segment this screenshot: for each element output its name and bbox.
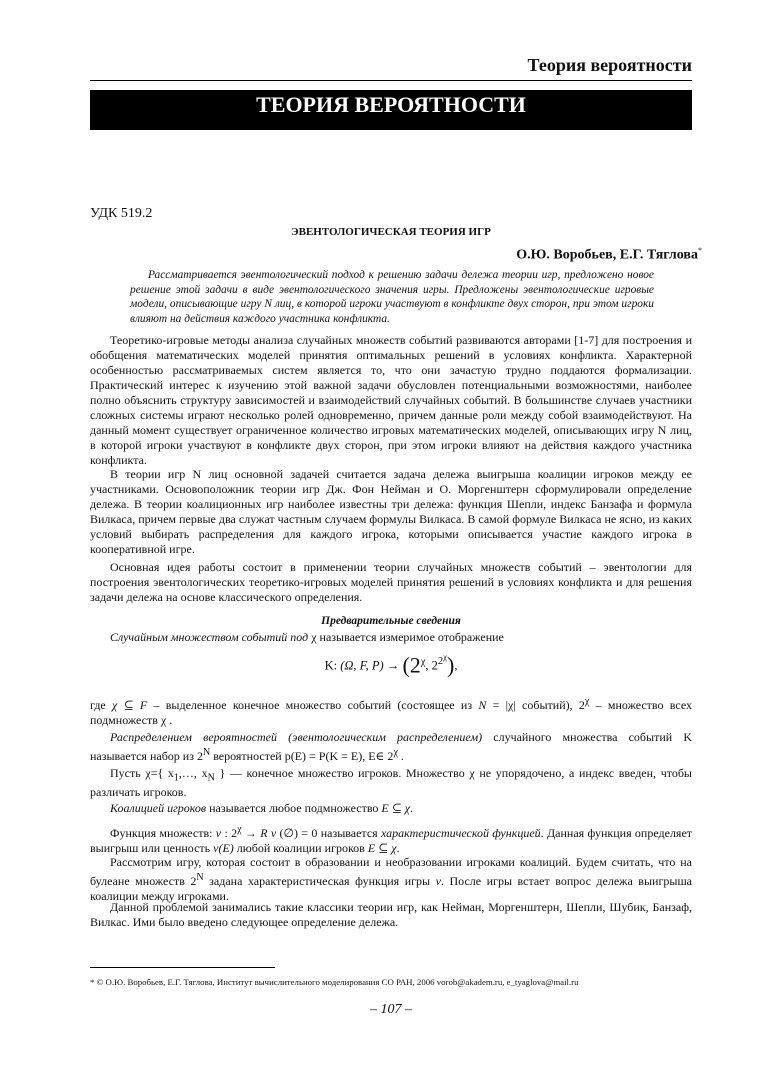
author-names: О.Ю. Воробьев, Е.Г. Тяглова — [516, 247, 698, 263]
math: E ⊆ χ — [367, 841, 397, 855]
text: . — [410, 801, 414, 815]
math: χ — [237, 824, 242, 835]
math: R — [260, 826, 268, 840]
math: χ — [508, 698, 514, 712]
formula-part: χ — [443, 652, 447, 662]
footnote-marker: * — [698, 246, 702, 255]
formula-part: χ — [420, 656, 426, 668]
display-formula — [90, 652, 692, 679]
text: называется измеримое отображение — [316, 630, 504, 644]
formula-part: , — [454, 658, 458, 673]
text: | событий), 2 — [513, 698, 585, 712]
text: } — конечное множество игроков. Множество — [214, 766, 470, 780]
udk-code: УДК 519.2 — [90, 206, 153, 221]
math: ν — [270, 826, 277, 840]
body-paragraph — [90, 855, 692, 904]
players-definition — [90, 766, 692, 800]
text: – множество всех подмножеств — [90, 698, 693, 727]
text: . После игры встает вопрос дележа выигрыша коалиции между игроками. — [90, 874, 693, 903]
math-symbol: χ — [311, 630, 317, 644]
text: – выделенное конечное множество событий (состоящее из — [147, 698, 479, 712]
text: задана характеристическая функция игры — [203, 874, 436, 888]
math: N — [478, 698, 487, 712]
math: ν — [215, 826, 222, 840]
text: где — [90, 698, 113, 712]
math: N — [202, 747, 211, 758]
text: = | — [486, 698, 509, 712]
math: v — [435, 874, 441, 888]
text: Пусть — [110, 766, 146, 780]
math: : 2 — [221, 826, 238, 840]
formula-part: 2 — [437, 656, 444, 668]
formula-part: → — [383, 658, 403, 673]
math: χ ⊆ F — [112, 698, 148, 712]
math: E ⊆ χ — [381, 801, 411, 815]
formula-part: , 2 — [425, 658, 438, 673]
math: χ — [160, 713, 167, 727]
term: характеристической функцией — [381, 826, 541, 840]
body-paragraph: Данной проблемой занимались такие классики теории игр, как Нейман, Моргенштерн, Шепли, Шубик, Банзаф, Вилкас. Ими было введено следующее определение дележа. — [90, 900, 692, 929]
running-head: Теория вероятности — [527, 55, 692, 75]
math: χ — [393, 747, 398, 758]
math: χ — [584, 696, 590, 707]
math: ={ x — [150, 766, 174, 780]
authors — [90, 246, 702, 264]
body-paragraph: Теоретико-игровые методы анализа случайных множеств событий развиваются авторами [1-7] для построения и обобщения математических моделей принятия оптимальных решений в условиях конфликта. Характерной особенностью рассматриваемых систем является то, что они зачастую трудно поддаются формализации. Практический интерес к изучению этой важной задачи обусловлен потенциальными возможностями, наиболее полно объяснить структуру зависимостей и взаимодействий случайных событий. В большинстве случаев участники сложных системы играют несколько ролей одновременно, причем данные роли между собой взаимодействуют. На данный момент существует ограниченное количество игровых математических моделей, описывающих игру N лиц, в которой игроки участвуют в конфликте двух сторон, при этом игроки влияют на действия каждого участника конфликта. — [90, 333, 692, 467]
formula-part: K: — [324, 658, 341, 673]
math: N — [196, 872, 204, 883]
math: → — [241, 826, 261, 840]
text: Функция множеств: — [110, 826, 216, 840]
text: . Данная функция определяет выигрыш или ценность — [90, 826, 693, 855]
text: не упорядочено, а индекс введен, чтобы различать игроков. — [90, 766, 692, 800]
math: 1 — [173, 772, 179, 784]
definition-distribution — [90, 730, 692, 764]
math: ,…, x — [178, 766, 208, 780]
text: любой коалиции игроков — [233, 841, 368, 855]
characteristic-function-definition — [90, 822, 692, 856]
text: Рассмотрим игру, которая состоит в образовании и необразовании игроками коалиций. Будем считать, что на булеане множеств 2 — [90, 855, 692, 888]
formula-part: (Ω, F, P) — [340, 658, 384, 673]
section-heading: Предварительные сведения — [321, 615, 461, 627]
math: χ — [145, 766, 151, 780]
math: N — [207, 772, 215, 784]
formula-explanation — [90, 694, 692, 728]
page-number: – 107 – — [370, 1002, 412, 1017]
text: называется любое подмножество — [206, 801, 382, 815]
text: вероятностей p(E) = P(K = E), E∈ 2 — [210, 749, 394, 763]
text: . — [397, 749, 404, 763]
term: Коалицией игроков — [110, 801, 207, 815]
formula-part: ) — [446, 652, 455, 678]
math: ν(E) — [213, 841, 234, 855]
footnote: * © О.Ю. Воробьев, Е.Г. Тяглова, Институт вычислительного моделирования СО РАН, 2006 vorob@akadem.ru, e_tyaglova@mail.ru — [90, 977, 579, 987]
term: Распределением вероятностей (эвентологическим распределением) — [110, 730, 483, 744]
text: случайного множества событий K называется набор из 2 — [90, 730, 692, 763]
section-banner: ТЕОРИЯ ВЕРОЯТНОСТИ — [90, 90, 692, 130]
text: . — [166, 713, 173, 727]
coalition-definition — [90, 801, 692, 816]
term: Случайным множеством событий под — [110, 630, 309, 644]
header-rule — [90, 80, 692, 81]
formula-part: (2 — [402, 652, 421, 678]
abstract: Рассматривается эвентологический подход к решению задачи дележа теории игр, предложено новое решение этой задачи в виде эвентологического значения игры. Предложены эвентологические игровые модели, описывающие игру N лиц, в которой игроки участвуют в конфликте двух сторон, при этом игроки влияют на действия каждого участника конфликта. — [130, 269, 654, 325]
text: . — [396, 841, 400, 855]
text: (∅) = 0 называется — [276, 826, 381, 840]
body-paragraph: Основная идея работы состоит в применении теории случайных множеств событий – эвентологии для построения эвентологических теоретико-игровых моделей принятия решений в условиях конфликта и для решения задачи дележа на основе классического определения. — [90, 560, 692, 604]
paper-title: ЭВЕНТОЛОГИЧЕСКАЯ ТЕОРИЯ ИГР — [291, 226, 491, 238]
definition-random-set — [90, 630, 692, 645]
footnote-rule — [90, 967, 275, 968]
math: χ — [469, 766, 475, 780]
body-paragraph: В теории игр N лиц основной задачей считается задача дележа выигрыша коалиции игроков между ее участниками. Основоположник теории игр Дж. Фон Нейман и О. Моргенштерн сформулировали определение дележа. В теории коалиционных игр наиболее известны три дележа: функция Шепли, индекс Банзафа и формула Вилкаса, причем первые два служат частным случаем формулы Вилкаса. В самой формуле Вилкаса не ясно, из каких условий выбирать распределения для каждого игрока, которыми описывается участие каждого игрока в кооперативной игре. — [90, 467, 692, 556]
